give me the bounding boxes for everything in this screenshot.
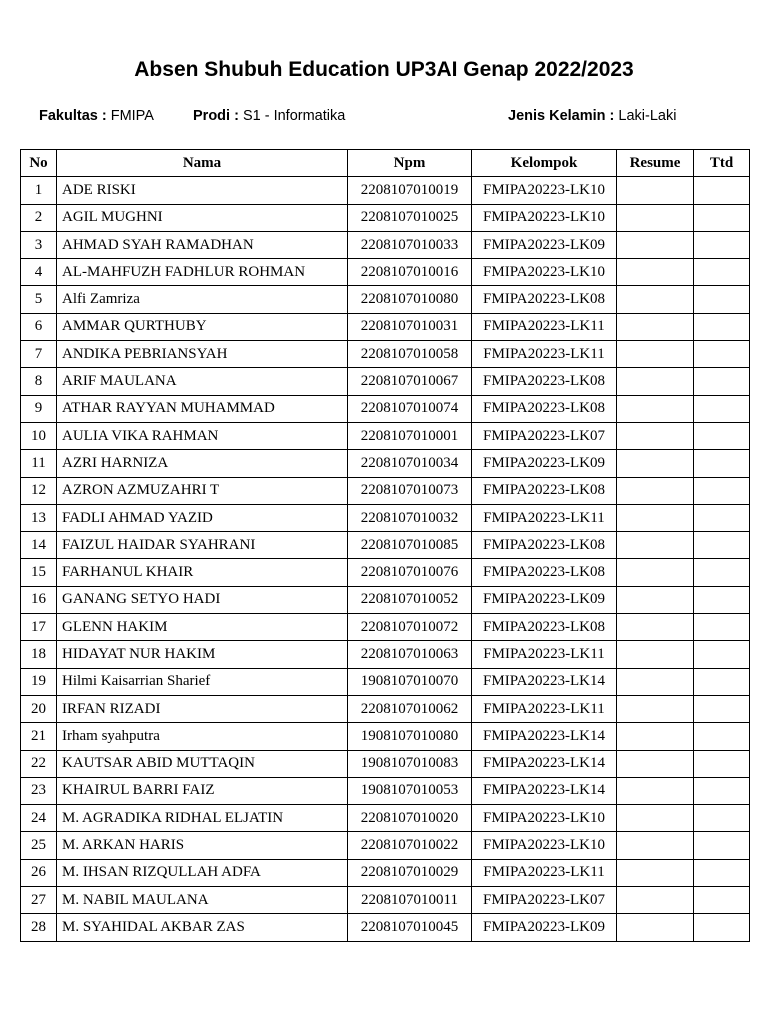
row-group: FMIPA20223-LK09 — [472, 586, 617, 613]
row-resume-cell — [617, 177, 694, 204]
row-signature-cell — [694, 723, 750, 750]
row-no: 28 — [21, 914, 57, 941]
row-signature-cell — [694, 668, 750, 695]
row-name: M. NABIL MAULANA — [57, 887, 348, 914]
table-row — [21, 477, 750, 504]
row-no: 14 — [21, 532, 57, 559]
table-row — [21, 641, 750, 668]
row-name: KHAIRUL BARRI FAIZ — [57, 777, 348, 804]
row-group: FMIPA20223-LK14 — [472, 723, 617, 750]
row-no: 20 — [21, 695, 57, 722]
row-group: FMIPA20223-LK10 — [472, 805, 617, 832]
row-group: FMIPA20223-LK07 — [472, 887, 617, 914]
row-name: GLENN HAKIM — [57, 614, 348, 641]
row-npm: 2208107010025 — [348, 204, 472, 231]
program-value: S1 - Informatika — [242, 108, 346, 124]
row-npm: 2208107010001 — [348, 422, 472, 449]
table-row — [21, 368, 750, 395]
row-group: FMIPA20223-LK14 — [472, 777, 617, 804]
row-group: FMIPA20223-LK09 — [472, 231, 617, 258]
row-name: KAUTSAR ABID MUTTAQIN — [57, 750, 348, 777]
row-npm: 2208107010016 — [348, 259, 472, 286]
row-npm: 2208107010022 — [348, 832, 472, 859]
table-row — [21, 723, 750, 750]
row-group: FMIPA20223-LK11 — [472, 859, 617, 886]
row-name: HIDAYAT NUR HAKIM — [57, 641, 348, 668]
row-npm: 2208107010029 — [348, 859, 472, 886]
row-signature-cell — [694, 422, 750, 449]
table-row — [21, 341, 750, 368]
row-no: 26 — [21, 859, 57, 886]
row-group: FMIPA20223-LK08 — [472, 559, 617, 586]
row-no: 2 — [21, 204, 57, 231]
row-group: FMIPA20223-LK07 — [472, 422, 617, 449]
row-resume-cell — [617, 395, 694, 422]
row-name: ARIF MAULANA — [57, 368, 348, 395]
row-no: 22 — [21, 750, 57, 777]
row-name: AZRON AZMUZAHRI T — [57, 477, 348, 504]
row-npm: 2208107010045 — [348, 914, 472, 941]
row-group: FMIPA20223-LK10 — [472, 832, 617, 859]
row-group: FMIPA20223-LK11 — [472, 341, 617, 368]
row-signature-cell — [694, 859, 750, 886]
row-no: 9 — [21, 395, 57, 422]
program-info — [193, 108, 345, 124]
document-title: Absen Shubuh Education UP3AI Genap 2022/2023 — [134, 58, 634, 81]
row-name: M. AGRADIKA RIDHAL ELJATIN — [57, 805, 348, 832]
row-npm: 2208107010085 — [348, 532, 472, 559]
gender-info — [508, 108, 676, 124]
row-npm: 2208107010033 — [348, 231, 472, 258]
row-signature-cell — [694, 395, 750, 422]
row-name: ADE RISKI — [57, 177, 348, 204]
table-row — [21, 614, 750, 641]
row-name: AULIA VIKA RAHMAN — [57, 422, 348, 449]
row-no: 15 — [21, 559, 57, 586]
row-name: FADLI AHMAD YAZID — [57, 504, 348, 531]
row-npm: 2208107010058 — [348, 341, 472, 368]
row-name: ATHAR RAYYAN MUHAMMAD — [57, 395, 348, 422]
row-signature-cell — [694, 614, 750, 641]
row-name: ANDIKA PEBRIANSYAH — [57, 341, 348, 368]
header-nama: Nama — [57, 150, 348, 177]
row-group: FMIPA20223-LK08 — [472, 532, 617, 559]
row-group: FMIPA20223-LK08 — [472, 614, 617, 641]
table-row — [21, 832, 750, 859]
row-signature-cell — [694, 286, 750, 313]
faculty-value: FMIPA — [110, 108, 154, 124]
row-no: 7 — [21, 341, 57, 368]
row-npm: 2208107010067 — [348, 368, 472, 395]
row-resume-cell — [617, 586, 694, 613]
table-row — [21, 395, 750, 422]
row-no: 21 — [21, 723, 57, 750]
row-signature-cell — [694, 559, 750, 586]
row-npm: 2208107010076 — [348, 559, 472, 586]
row-name: AMMAR QURTHUBY — [57, 313, 348, 340]
row-signature-cell — [694, 313, 750, 340]
header-ttd: Ttd — [694, 150, 750, 177]
row-resume-cell — [617, 477, 694, 504]
row-resume-cell — [617, 504, 694, 531]
row-no: 16 — [21, 586, 57, 613]
row-no: 4 — [21, 259, 57, 286]
row-signature-cell — [694, 341, 750, 368]
row-no: 17 — [21, 614, 57, 641]
row-npm: 2208107010052 — [348, 586, 472, 613]
row-signature-cell — [694, 450, 750, 477]
row-group: FMIPA20223-LK10 — [472, 259, 617, 286]
header-no: No — [21, 150, 57, 177]
table-row — [21, 259, 750, 286]
row-resume-cell — [617, 532, 694, 559]
row-npm: 2208107010072 — [348, 614, 472, 641]
row-npm: 2208107010062 — [348, 695, 472, 722]
row-name: Alfi Zamriza — [57, 286, 348, 313]
row-name: M. IHSAN RIZQULLAH ADFA — [57, 859, 348, 886]
row-no: 13 — [21, 504, 57, 531]
header-kelompok: Kelompok — [472, 150, 617, 177]
row-no: 27 — [21, 887, 57, 914]
table-row — [21, 887, 750, 914]
row-resume-cell — [617, 695, 694, 722]
row-signature-cell — [694, 750, 750, 777]
row-npm: 2208107010011 — [348, 887, 472, 914]
table-header-row — [21, 150, 750, 177]
row-no: 3 — [21, 231, 57, 258]
row-npm: 2208107010034 — [348, 450, 472, 477]
row-npm: 2208107010073 — [348, 477, 472, 504]
row-signature-cell — [694, 777, 750, 804]
table-row — [21, 231, 750, 258]
row-npm: 1908107010053 — [348, 777, 472, 804]
row-no: 19 — [21, 668, 57, 695]
row-group: FMIPA20223-LK11 — [472, 313, 617, 340]
row-name: AGIL MUGHNI — [57, 204, 348, 231]
table-row — [21, 313, 750, 340]
table-row — [21, 668, 750, 695]
row-npm: 2208107010020 — [348, 805, 472, 832]
row-no: 18 — [21, 641, 57, 668]
row-signature-cell — [694, 368, 750, 395]
table-row — [21, 586, 750, 613]
row-resume-cell — [617, 887, 694, 914]
row-no: 12 — [21, 477, 57, 504]
row-npm: 2208107010031 — [348, 313, 472, 340]
row-group: FMIPA20223-LK10 — [472, 177, 617, 204]
row-group: FMIPA20223-LK11 — [472, 695, 617, 722]
header-resume: Resume — [617, 150, 694, 177]
row-npm: 2208107010074 — [348, 395, 472, 422]
gender-value: Laki-Laki — [618, 108, 677, 124]
row-group: FMIPA20223-LK11 — [472, 641, 617, 668]
row-signature-cell — [694, 204, 750, 231]
row-signature-cell — [694, 641, 750, 668]
gender-label: Jenis Kelamin : — [508, 108, 615, 124]
row-signature-cell — [694, 695, 750, 722]
row-name: FARHANUL KHAIR — [57, 559, 348, 586]
row-signature-cell — [694, 231, 750, 258]
row-group: FMIPA20223-LK14 — [472, 750, 617, 777]
row-resume-cell — [617, 450, 694, 477]
row-name: Hilmi Kaisarrian Sharief — [57, 668, 348, 695]
row-resume-cell — [617, 614, 694, 641]
row-resume-cell — [617, 668, 694, 695]
row-signature-cell — [694, 832, 750, 859]
row-resume-cell — [617, 231, 694, 258]
table-row — [21, 559, 750, 586]
row-group: FMIPA20223-LK08 — [472, 477, 617, 504]
row-no: 8 — [21, 368, 57, 395]
row-signature-cell — [694, 504, 750, 531]
row-name: Irham syahputra — [57, 723, 348, 750]
row-resume-cell — [617, 723, 694, 750]
row-group: FMIPA20223-LK08 — [472, 368, 617, 395]
row-group: FMIPA20223-LK08 — [472, 395, 617, 422]
row-resume-cell — [617, 313, 694, 340]
row-no: 25 — [21, 832, 57, 859]
row-npm: 2208107010032 — [348, 504, 472, 531]
row-no: 10 — [21, 422, 57, 449]
row-no: 5 — [21, 286, 57, 313]
faculty-info — [39, 108, 154, 124]
row-signature-cell — [694, 805, 750, 832]
table-row — [21, 750, 750, 777]
row-resume-cell — [617, 777, 694, 804]
row-name: AZRI HARNIZA — [57, 450, 348, 477]
row-npm: 1908107010080 — [348, 723, 472, 750]
row-signature-cell — [694, 177, 750, 204]
row-resume-cell — [617, 750, 694, 777]
row-name: IRFAN RIZADI — [57, 695, 348, 722]
row-group: FMIPA20223-LK11 — [472, 504, 617, 531]
row-group: FMIPA20223-LK09 — [472, 450, 617, 477]
table-row — [21, 286, 750, 313]
row-npm: 1908107010083 — [348, 750, 472, 777]
table-row — [21, 859, 750, 886]
row-npm: 2208107010080 — [348, 286, 472, 313]
row-resume-cell — [617, 559, 694, 586]
table-row — [21, 504, 750, 531]
row-group: FMIPA20223-LK14 — [472, 668, 617, 695]
row-group: FMIPA20223-LK10 — [472, 204, 617, 231]
table-row — [21, 177, 750, 204]
row-resume-cell — [617, 259, 694, 286]
row-npm: 2208107010063 — [348, 641, 472, 668]
row-npm: 2208107010019 — [348, 177, 472, 204]
row-resume-cell — [617, 204, 694, 231]
row-no: 23 — [21, 777, 57, 804]
table-row — [21, 914, 750, 941]
table-row — [21, 805, 750, 832]
row-no: 6 — [21, 313, 57, 340]
row-resume-cell — [617, 914, 694, 941]
row-no: 11 — [21, 450, 57, 477]
row-no: 1 — [21, 177, 57, 204]
header-npm: Npm — [348, 150, 472, 177]
row-name: M. ARKAN HARIS — [57, 832, 348, 859]
row-resume-cell — [617, 832, 694, 859]
row-group: FMIPA20223-LK09 — [472, 914, 617, 941]
row-signature-cell — [694, 914, 750, 941]
attendance-table — [20, 149, 750, 942]
row-resume-cell — [617, 805, 694, 832]
row-no: 24 — [21, 805, 57, 832]
row-name: AHMAD SYAH RAMADHAN — [57, 231, 348, 258]
row-name: GANANG SETYO HADI — [57, 586, 348, 613]
row-resume-cell — [617, 368, 694, 395]
row-signature-cell — [694, 259, 750, 286]
row-signature-cell — [694, 477, 750, 504]
row-npm: 1908107010070 — [348, 668, 472, 695]
row-resume-cell — [617, 422, 694, 449]
table-row — [21, 777, 750, 804]
table-row — [21, 204, 750, 231]
row-name: FAIZUL HAIDAR SYAHRANI — [57, 532, 348, 559]
table-row — [21, 422, 750, 449]
row-resume-cell — [617, 286, 694, 313]
row-resume-cell — [617, 859, 694, 886]
row-name: M. SYAHIDAL AKBAR ZAS — [57, 914, 348, 941]
row-signature-cell — [694, 532, 750, 559]
table-row — [21, 532, 750, 559]
faculty-label: Fakultas : — [39, 108, 107, 124]
row-signature-cell — [694, 586, 750, 613]
row-group: FMIPA20223-LK08 — [472, 286, 617, 313]
row-resume-cell — [617, 341, 694, 368]
row-name: AL-MAHFUZH FADHLUR ROHMAN — [57, 259, 348, 286]
table-row — [21, 450, 750, 477]
row-resume-cell — [617, 641, 694, 668]
table-row — [21, 695, 750, 722]
program-label: Prodi : — [193, 108, 239, 124]
row-signature-cell — [694, 887, 750, 914]
